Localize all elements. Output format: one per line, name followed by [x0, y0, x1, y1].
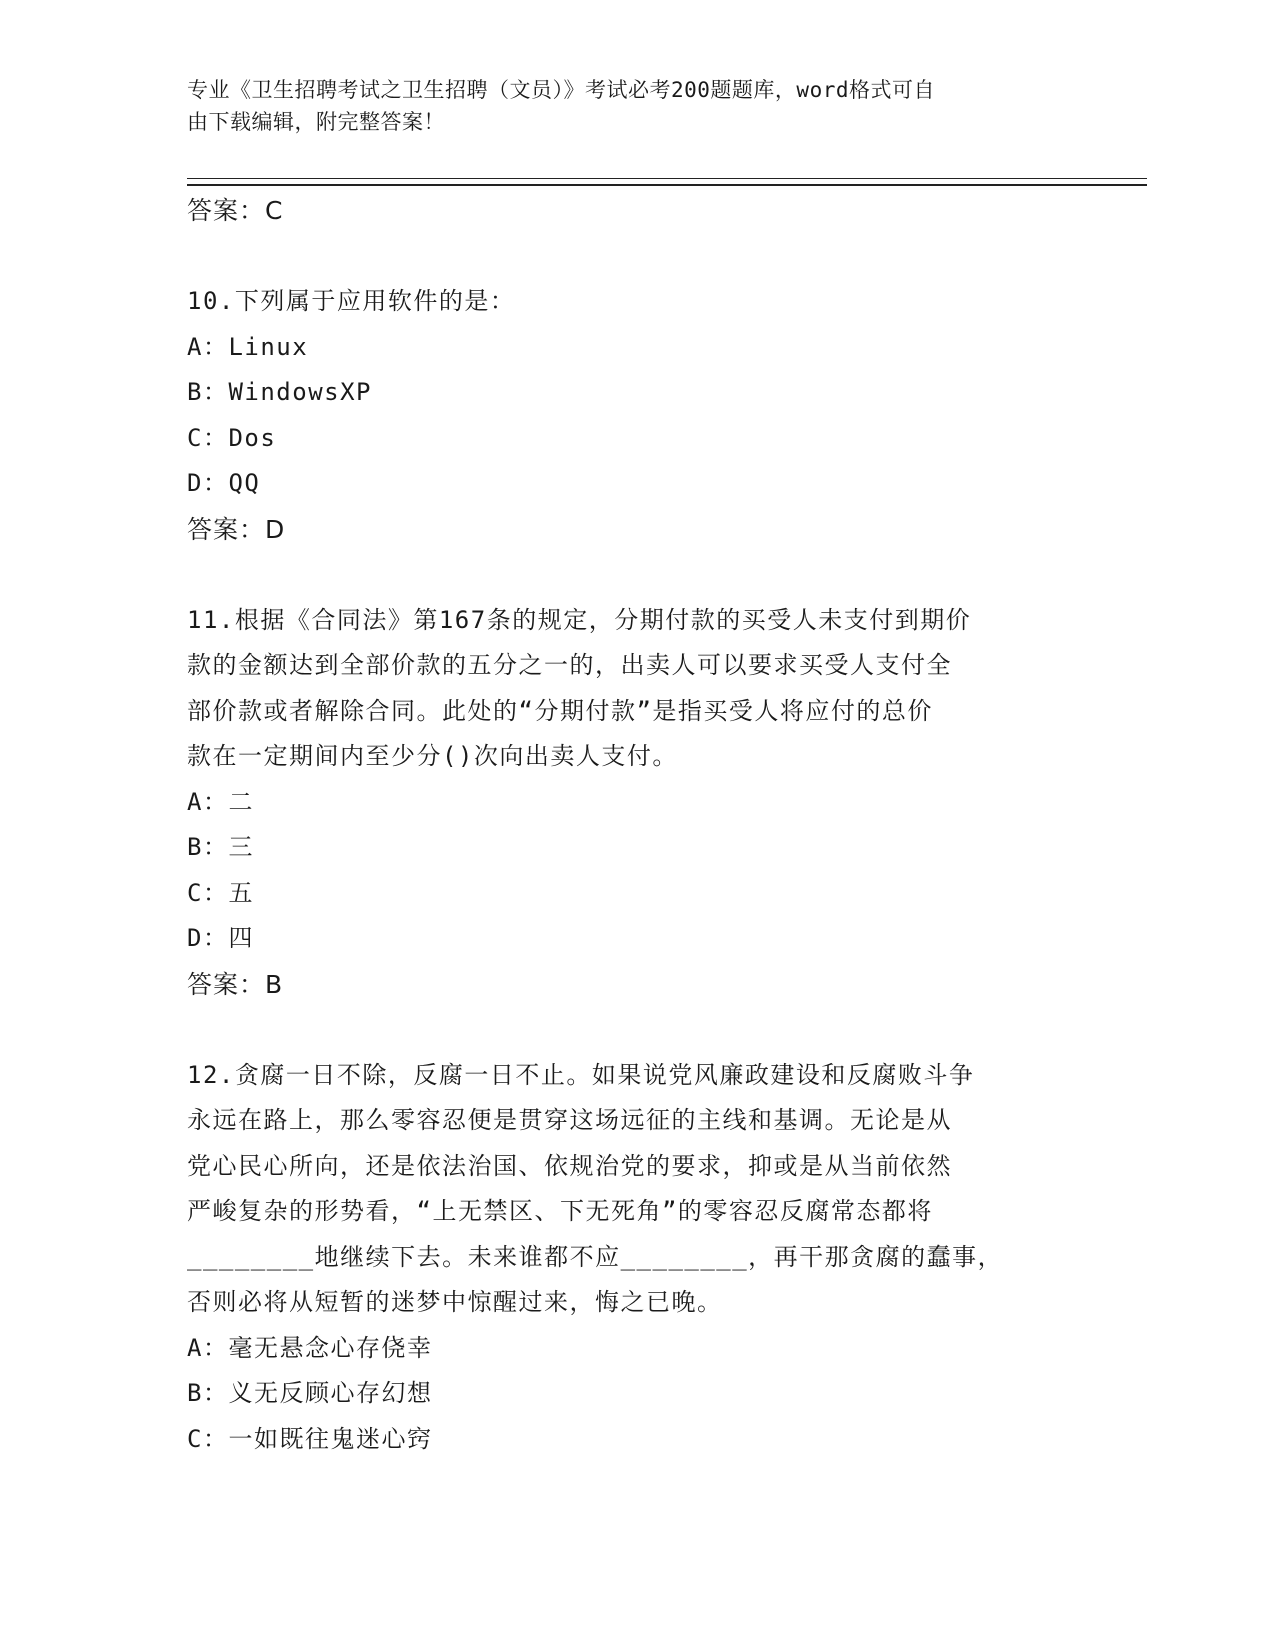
answer-line: 答案：D: [187, 514, 286, 544]
spacer: [187, 234, 1087, 280]
question-block: [187, 279, 1087, 552]
question-stem: 党心民心所向，还是依法治国、依规治党的要求，抑或是从当前依然: [187, 1151, 952, 1180]
answer-line: 答案：B: [187, 969, 284, 999]
question-stem: 12.贪腐一日不除，反腐一日不止。如果说党风廉政建设和反腐败斗争: [187, 1060, 975, 1089]
question-stem: 款的金额达到全部价款的五分之一的，出卖人可以要求买受人支付全: [187, 651, 952, 679]
option-d: D：四: [187, 924, 254, 952]
question-block: [187, 1053, 1087, 1463]
option-d: D：QQ: [187, 469, 261, 497]
question-stem: 永远在路上，那么零容忍便是贯穿这场远征的主线和基调。无论是从: [187, 1106, 952, 1134]
question-stem: 11.根据《合同法》第167条的规定，分期付款的买受人未支付到期价: [187, 605, 972, 634]
question-stem: ________地继续下去。未来谁都不应________，再干那贪腐的蠢事，: [187, 1242, 1004, 1271]
option-b: B：WindowsXP: [187, 378, 372, 406]
header-line-2: 由下载编辑，附完整答案！: [187, 110, 445, 134]
option-b: B：三: [187, 833, 254, 861]
option-c: C：五: [187, 878, 254, 907]
question-stem: 部价款或者解除合同。此处的“分期付款”是指买受人将应付的总价: [187, 696, 933, 725]
question-stem: 严峻复杂的形势看，“上无禁区、下无死角”的零容忍反腐常态都将: [187, 1197, 933, 1225]
option-a: A：毫无悬念心存侥幸: [187, 1333, 433, 1362]
page-header: [187, 74, 1067, 138]
question-block: [187, 598, 1087, 1008]
header-divider: [187, 178, 1147, 186]
option-a: A：二: [187, 787, 254, 816]
spacer: [187, 552, 1087, 598]
question-content: [187, 188, 1087, 1462]
question-stem: 否则必将从短暂的迷梦中惊醒过来，悔之已晚。: [187, 1288, 723, 1316]
option-c: C：Dos: [187, 423, 277, 452]
question-stem: 10.下列属于应用软件的是：: [187, 287, 516, 315]
answer-line: 答案：C: [187, 196, 284, 225]
header-line-1: 专业《卫生招聘考试之卫生招聘（文员）》考试必考200题题库，word格式可自: [187, 78, 935, 102]
option-c: C：一如既往鬼迷心窍: [187, 1424, 433, 1453]
option-b: B：义无反顾心存幻想: [187, 1379, 433, 1407]
option-a: A：Linux: [187, 332, 309, 361]
question-stem: 款在一定期间内至少分()次向出卖人支付。: [187, 742, 678, 770]
spacer: [187, 1007, 1087, 1053]
